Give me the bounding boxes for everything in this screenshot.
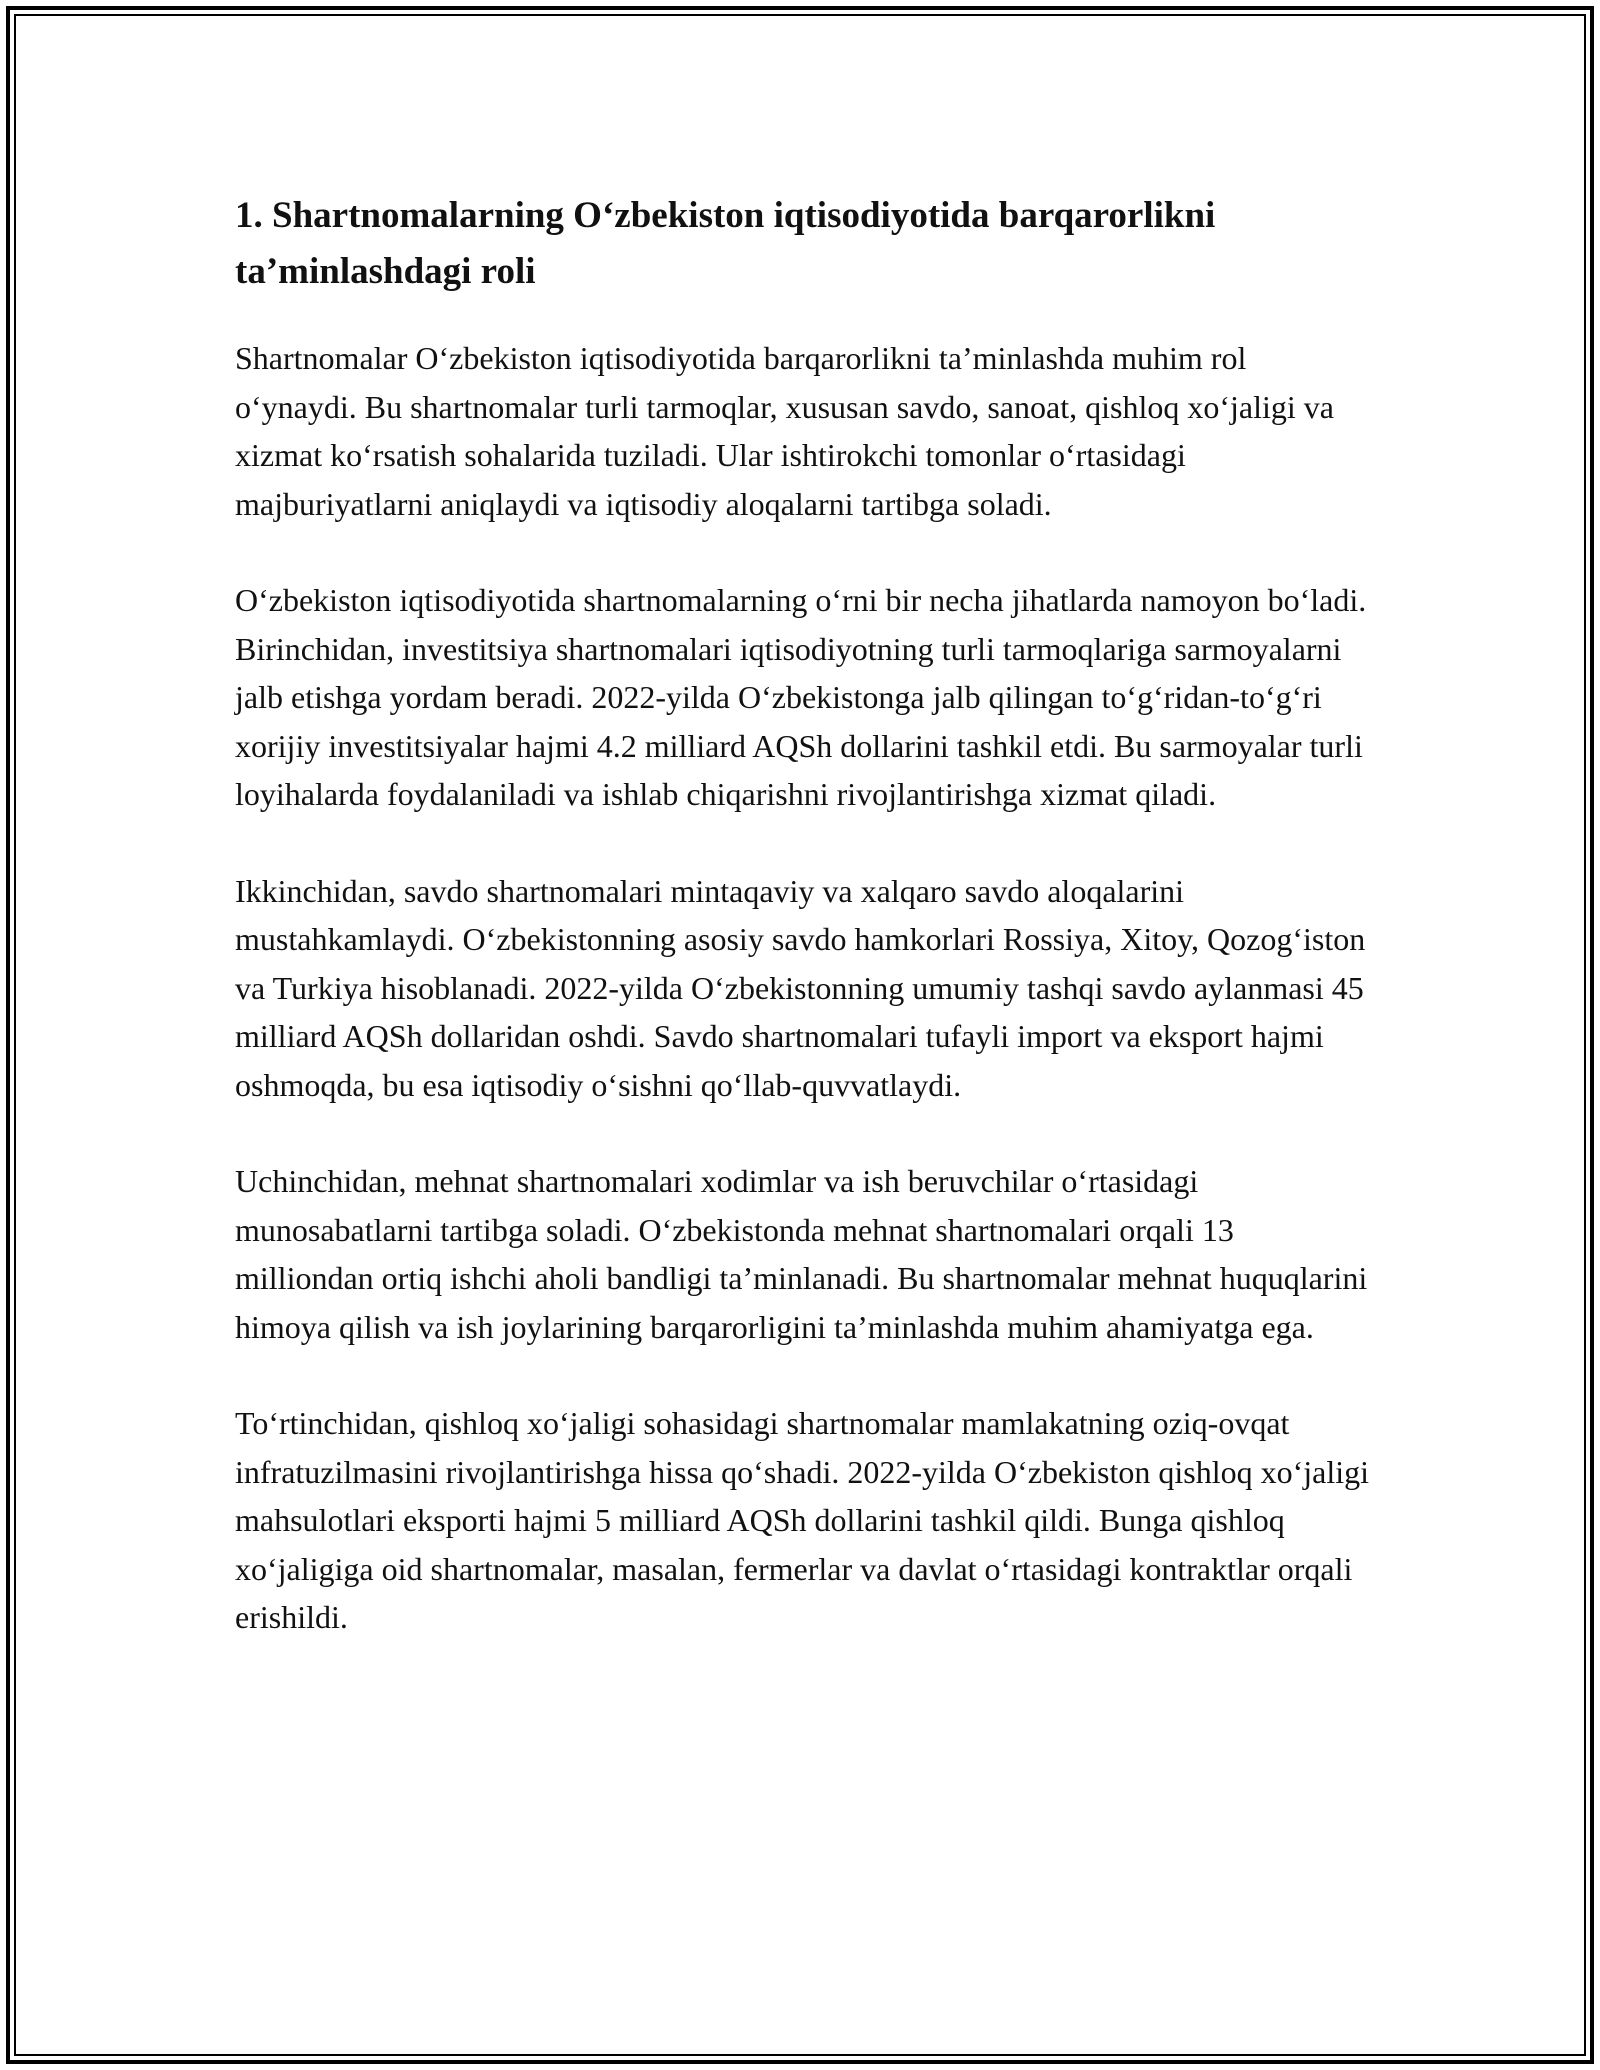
paragraph-intro: Shartnomalar O‘zbekiston iqtisodiyotida barqarorlikni ta’minlashda muhim rol o‘ynaydi. Bu shartnomalar turli tarmoqlar, xususan savdo, sanoat, qishloq xo‘jaligi va xizmat ko‘rsatish sohalarida tuziladi. Ular ishtirokchi tomonlar o‘rtasidagi majburiyatlarni aniqlaydi va iqtisodiy aloqalarni tartibga soladi. — [235, 340, 1334, 522]
paragraph-investment: O‘zbekiston iqtisodiyotida shartnomalarning o‘rni bir necha jihatlarda namoyon bo‘ladi. Birinchidan, investitsiya shartnomalari iqtisodiyotning turli tarmoqlariga sarmoyalarni jalb etishga yordam beradi. 2022-yilda O‘zbekistonga jalb qilingan to‘g‘ridan-to‘g‘ri xorijiy investitsiyalar hajmi 4.2 milliard AQSh dollarini tashkil etdi. Bu sarmoyalar turli loyihalarda foydalaniladi va ishlab chiqarishni rivojlantirishga xizmat qiladi. — [235, 582, 1367, 812]
paragraph-trade: Ikkinchidan, savdo shartnomalari mintaqaviy va xalqaro savdo aloqalarini mustahkamlaydi. O‘zbekistonning asosiy savdo hamkorlari Rossiya, Xitoy, Qozog‘iston va Turkiya hisoblanadi. 2022-yilda O‘zbekistonning umumiy tashqi savdo aylanmasi 45 milliard AQSh dollaridan oshdi. Savdo shartnomalari tufayli import va eksport hajmi oshmoqda, bu esa iqtisodiy o‘sishni qo‘llab-quvvatlaydi. — [235, 872, 1366, 1103]
section-heading: 1. Shartnomalarning O‘zbekiston iqtisodiyotida barqarorlikni ta’minlashdagi roli — [235, 195, 1216, 292]
paragraph-agriculture: To‘rtinchidan, qishloq xo‘jaligi sohasidagi shartnomalar mamlakatning oziq-ovqat infratuzilmasini rivojlantirishga hissa qo‘shadi. 2022-yilda O‘zbekiston qishloq xo‘jaligi mahsulotlari eksporti hajmi 5 milliard AQSh dollarini tashkil qildi. Bunga qishloq xo‘jaligiga oid shartnomalar, masalan, fermerlar va davlat o‘rtasidagi kontraktlar orqali erishildi. — [235, 1405, 1370, 1635]
paragraph-labor: Uchinchidan, mehnat shartnomalari xodimlar va ish beruvchilar o‘rtasidagi munosabatlarni tartibga soladi. O‘zbekistonda mehnat shartnomalari orqali 13 milliondan ortiq ishchi aholi bandligi ta’minlanadi. Bu shartnomalar mehnat huquqlarini himoya qilish va ish joylarining barqarorligini ta’minlashda muhim ahamiyatga ega. — [235, 1163, 1368, 1345]
document-content — [235, 188, 1375, 1690]
